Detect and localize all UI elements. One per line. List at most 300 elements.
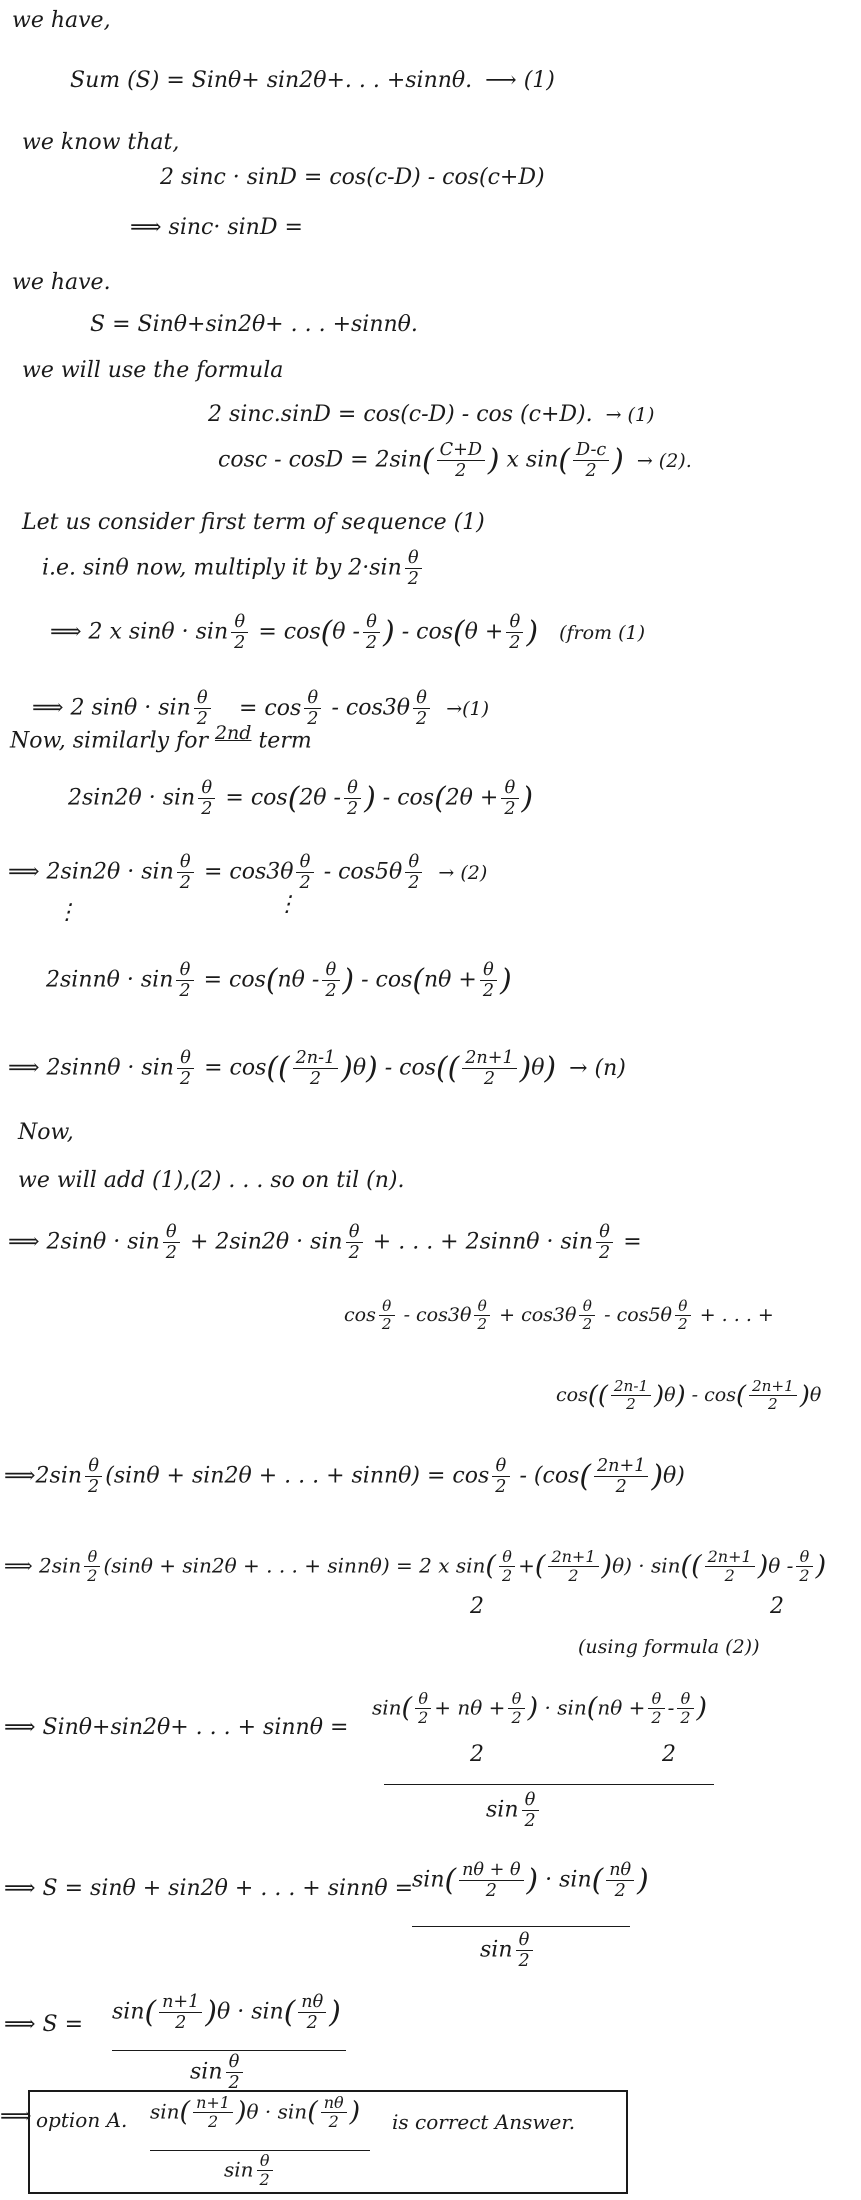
step-text: · sin bbox=[544, 1695, 587, 1720]
frac bbox=[231, 612, 248, 653]
step-text: cos bbox=[344, 1303, 376, 1326]
step-19-num bbox=[112, 1992, 341, 2033]
step-text: - cos bbox=[361, 967, 413, 993]
frac bbox=[459, 1860, 523, 1901]
identity-product: 2 sinc · sinD = cos(c-D) - cos(c+D) bbox=[160, 165, 545, 190]
paren: ( bbox=[434, 780, 446, 816]
paren: ( bbox=[680, 1550, 692, 1582]
frac-den: 2 bbox=[325, 981, 337, 1002]
answer-num bbox=[150, 2094, 360, 2132]
frac-num: 2n-1 bbox=[611, 1378, 651, 1396]
frac bbox=[492, 1456, 509, 1497]
frac-num: θ bbox=[405, 852, 422, 873]
identity-partial: ⟹ sinc· sinD = bbox=[130, 215, 303, 240]
frac-den: 2 bbox=[599, 1243, 611, 1264]
paren: ( bbox=[586, 1692, 598, 1724]
step-text: - cos3θ bbox=[403, 1303, 472, 1326]
step-text: (sinθ + sin2θ + . . . + sinnθ) = cos bbox=[105, 1463, 490, 1489]
frac-num: θ bbox=[198, 778, 215, 799]
step-text: - (cos bbox=[519, 1463, 580, 1489]
frac bbox=[321, 2094, 347, 2132]
step-18 bbox=[4, 1876, 413, 1902]
frac-den: 2 bbox=[524, 1811, 536, 1832]
step-text: + cos3θ bbox=[499, 1303, 577, 1326]
frac-den: 2 bbox=[724, 1566, 735, 1586]
step-text: θ bbox=[531, 1055, 545, 1081]
frac-den: 2 bbox=[799, 1566, 810, 1586]
vertical-dots-left: ⋮ bbox=[56, 900, 78, 925]
frac-num: θ bbox=[415, 1690, 431, 1709]
frac-den: 2 bbox=[651, 1708, 662, 1728]
frac-den: 2 bbox=[175, 2013, 187, 2034]
paren: ) bbox=[366, 1050, 378, 1086]
step-text: sin bbox=[112, 1999, 145, 2025]
step-11 bbox=[8, 1222, 642, 1263]
step-text: θ + bbox=[464, 619, 504, 645]
frac bbox=[675, 1298, 691, 1334]
frac-den: 2 bbox=[455, 461, 467, 482]
step-1 bbox=[50, 612, 645, 653]
answer-tail: is correct Answer. bbox=[392, 2110, 576, 2134]
step-text: ⟹ S = bbox=[4, 2012, 84, 2037]
frac bbox=[85, 1456, 102, 1497]
step-text: nθ + bbox=[597, 1695, 646, 1720]
line-consider: Let us consider first term of sequence (1) bbox=[22, 510, 485, 535]
paren: ) bbox=[527, 1692, 539, 1724]
paren: ( bbox=[412, 962, 425, 998]
superscript: 2nd bbox=[214, 722, 252, 744]
step-text: θ · sin bbox=[216, 1999, 284, 2025]
paren: ) bbox=[612, 442, 624, 478]
step-text: ⟹ 2 sinθ · sin bbox=[32, 695, 191, 721]
frac-theta-2 bbox=[405, 548, 422, 589]
frac-num: 2n+1 bbox=[462, 1048, 516, 1069]
step-text: 2sin2θ · sin bbox=[68, 785, 196, 811]
formula-1-expr: 2 sinc.sinD = cos(c-D) - cos (c+D). bbox=[208, 402, 593, 427]
step-text: θ) · sin bbox=[612, 1553, 681, 1578]
formula-2-label: → (2). bbox=[636, 449, 692, 472]
frac-den: 2 bbox=[680, 1708, 691, 1728]
paren: ) bbox=[521, 780, 534, 816]
step-text: sin bbox=[480, 1937, 513, 1963]
frac bbox=[516, 1930, 533, 1971]
frac-den: 2 bbox=[614, 1881, 626, 1902]
step-text: ⟹2sin bbox=[4, 1463, 83, 1489]
paren: ( bbox=[597, 1380, 608, 1411]
frac-den: 2 bbox=[477, 1315, 488, 1334]
sum-expression: Sum (S) = Sinθ+ sin2θ+. . . +sinnθ. bbox=[70, 68, 473, 93]
formula-2 bbox=[218, 440, 698, 481]
frac bbox=[501, 778, 518, 819]
paren: ( bbox=[144, 1994, 157, 2030]
step-text: θ bbox=[664, 1383, 676, 1406]
step-text: = cos bbox=[238, 695, 302, 721]
step-text: + . . . + 2sinnθ · sin bbox=[372, 1229, 593, 1255]
frac-dmc-2 bbox=[573, 440, 609, 481]
frac bbox=[177, 852, 194, 893]
frac bbox=[226, 2052, 243, 2093]
frac-den: 2 bbox=[501, 1566, 513, 1586]
step-text: nθ - bbox=[277, 967, 320, 993]
step-text: · sin bbox=[545, 1867, 592, 1893]
step-text: + 2sin2θ · sin bbox=[189, 1229, 343, 1255]
frac-num: θ bbox=[506, 612, 523, 633]
step-12 bbox=[344, 1298, 774, 1334]
paren: ( bbox=[591, 1862, 604, 1898]
frac-den: 2 bbox=[259, 2170, 270, 2190]
step-text: sin bbox=[150, 2099, 180, 2124]
frac-num: θ bbox=[492, 1456, 509, 1477]
frac-den: 2 bbox=[201, 799, 213, 820]
frac-den: 2 bbox=[518, 1951, 530, 1972]
frac bbox=[415, 1690, 431, 1728]
paren: ( bbox=[558, 442, 571, 478]
frac-den: 2 bbox=[207, 2112, 219, 2132]
paren: ) bbox=[500, 962, 512, 998]
frac-den: 2 bbox=[408, 873, 420, 894]
step-text: - cos5θ bbox=[604, 1303, 672, 1326]
frac bbox=[499, 1548, 515, 1586]
frac-den: 2 bbox=[511, 1708, 522, 1728]
frac-den: 2 bbox=[346, 799, 359, 820]
step-text: sin bbox=[412, 1867, 445, 1893]
frac-num: θ bbox=[84, 1548, 100, 1567]
frac-num: θ bbox=[346, 1222, 363, 1243]
step-text: θ - bbox=[768, 1553, 794, 1578]
step-text: sin bbox=[190, 2059, 223, 2085]
frac-num: D-c bbox=[573, 440, 609, 461]
frac-num: n+1 bbox=[193, 2094, 233, 2113]
step-17 bbox=[4, 1715, 348, 1741]
paren: ) bbox=[696, 1692, 708, 1724]
frac bbox=[548, 1548, 598, 1586]
sum-restated: S = Sinθ+sin2θ+ . . . +sinnθ. bbox=[90, 312, 418, 337]
frac-num: θ bbox=[474, 1298, 490, 1316]
frac bbox=[159, 1992, 202, 2033]
paren: ) bbox=[383, 614, 395, 650]
step-note: (from (1) bbox=[559, 621, 645, 644]
paren: ( bbox=[266, 1050, 279, 1086]
frac-den: 2 bbox=[585, 461, 597, 482]
fraction-bar bbox=[384, 1784, 714, 1785]
frac-den: 2 bbox=[482, 981, 495, 1002]
frac-num: nθ + θ bbox=[459, 1860, 523, 1881]
frac-den-2-b: 2 bbox=[662, 1742, 676, 1767]
frac-num: θ bbox=[226, 2052, 243, 2073]
frac-den-2-a: 2 bbox=[470, 1742, 484, 1767]
formula-2-mid: x sin bbox=[506, 447, 559, 473]
frac-den: 2 bbox=[626, 1395, 636, 1414]
frac-num: θ bbox=[163, 1222, 180, 1243]
step-16-note: (using formula (2)) bbox=[578, 1636, 760, 1658]
paren: ( bbox=[283, 1994, 296, 2030]
frac-den: 2 bbox=[179, 873, 191, 894]
step-19-den bbox=[190, 2052, 246, 2093]
frac-den: 2 bbox=[582, 1315, 593, 1334]
frac-den: 2 bbox=[381, 1315, 392, 1334]
paren: ) bbox=[519, 1050, 532, 1086]
step-17-den bbox=[486, 1790, 542, 1831]
frac-num: C+D bbox=[437, 440, 485, 461]
frac-num: 2n+1 bbox=[749, 1378, 797, 1396]
step-text: ⟹ 2 x sinθ · sin bbox=[50, 619, 229, 645]
line-we-have: we have, bbox=[12, 8, 111, 33]
paren: ) bbox=[601, 1550, 613, 1582]
frac-den: 2 bbox=[87, 1566, 98, 1586]
frac-num: θ bbox=[304, 688, 321, 709]
frac-den: 2 bbox=[348, 1243, 360, 1264]
frac bbox=[293, 1048, 339, 1089]
paren: ( bbox=[534, 1550, 546, 1582]
paren: ( bbox=[265, 962, 278, 998]
paren: ) bbox=[341, 1050, 353, 1086]
step-5 bbox=[8, 852, 493, 893]
frac-num: nθ bbox=[606, 1860, 634, 1881]
paren: ) bbox=[637, 1862, 649, 1898]
frac bbox=[413, 688, 430, 729]
frac-num: θ bbox=[501, 778, 518, 799]
frac-den: 2 bbox=[615, 1477, 627, 1498]
vertical-dots-right: ⋮ bbox=[276, 892, 298, 917]
step-18-den bbox=[480, 1930, 536, 1971]
formula-2-lead: cosc - cosD = 2sin bbox=[218, 447, 423, 473]
step-text: 2θ - bbox=[299, 785, 341, 811]
paren: ( bbox=[587, 1380, 598, 1411]
step-text: - cos bbox=[382, 785, 435, 811]
fraction-bar bbox=[412, 1926, 630, 1927]
frac bbox=[322, 960, 339, 1001]
paren: ) bbox=[675, 1380, 686, 1411]
step-text: θ - bbox=[332, 619, 360, 645]
multiply-text: i.e. sinθ now, multiply it by 2·sin bbox=[42, 555, 402, 581]
frac bbox=[346, 1222, 363, 1263]
step-text: ⟹ 2sinnθ · sin bbox=[8, 1055, 174, 1081]
formula-1-label: → (1) bbox=[605, 404, 655, 426]
step-now: Now, bbox=[18, 1120, 74, 1145]
frac-num: θ bbox=[296, 852, 313, 873]
frac bbox=[198, 778, 215, 819]
frac bbox=[480, 960, 497, 1001]
answer-label: option A. bbox=[36, 2108, 128, 2132]
frac-cpd-2 bbox=[437, 440, 485, 481]
paren: ( bbox=[422, 442, 434, 478]
frac-den: 2 bbox=[307, 709, 319, 730]
line-formula-intro: we will use the formula bbox=[22, 358, 284, 383]
line-multiply bbox=[42, 548, 425, 589]
answer-arrow: ⟹ bbox=[0, 2104, 32, 2129]
frac-num: θ bbox=[522, 1790, 539, 1811]
step-text: = cos bbox=[225, 785, 288, 811]
step-8 bbox=[8, 1048, 632, 1089]
frac-num: θ bbox=[648, 1690, 664, 1709]
eq-label: → (2) bbox=[438, 861, 488, 884]
paren: ) bbox=[526, 1862, 539, 1898]
frac-num: θ bbox=[363, 612, 380, 633]
paren: ( bbox=[691, 1550, 702, 1582]
step-text: sin bbox=[372, 1695, 402, 1720]
step-text: ⟹ 2sinθ · sin bbox=[8, 1229, 160, 1255]
step-text: cos bbox=[556, 1383, 588, 1406]
paren: ( bbox=[401, 1692, 413, 1724]
step-text: - bbox=[667, 1695, 675, 1720]
frac bbox=[257, 2152, 273, 2190]
frac bbox=[796, 1548, 812, 1586]
paren: ( bbox=[447, 1050, 460, 1086]
frac bbox=[594, 1456, 648, 1497]
step-text: nθ + bbox=[424, 967, 477, 993]
frac-den: 2 bbox=[196, 709, 208, 730]
paren: ( bbox=[278, 1050, 290, 1086]
frac-den: 2 bbox=[504, 799, 516, 820]
frac-den: 2 bbox=[365, 633, 378, 654]
frac-den: 2 bbox=[418, 1708, 429, 1728]
frac-den: 2 bbox=[495, 1477, 507, 1498]
frac-num: θ bbox=[596, 1222, 613, 1243]
step-text: - cos5θ bbox=[323, 859, 403, 885]
step-text: Now, similarly for bbox=[10, 728, 208, 754]
frac-num: θ bbox=[344, 778, 361, 799]
step-text: = cos bbox=[204, 1055, 267, 1081]
frac-num: θ bbox=[322, 960, 339, 981]
paren: ) bbox=[526, 614, 539, 650]
paren: ) bbox=[364, 780, 376, 816]
frac-den: 2 bbox=[179, 981, 191, 1002]
eq-label: →(1) bbox=[446, 697, 490, 720]
paren: ) bbox=[487, 442, 500, 478]
paren: ) bbox=[815, 1550, 827, 1582]
frac-num: θ bbox=[579, 1298, 595, 1316]
frac-den: 2 bbox=[485, 1881, 497, 1902]
paren: ( bbox=[320, 614, 333, 650]
frac-den: 2 bbox=[309, 1069, 322, 1090]
frac bbox=[648, 1690, 664, 1728]
frac-den: 2 bbox=[483, 1069, 496, 1090]
frac bbox=[677, 1690, 693, 1728]
step-text: - cos bbox=[691, 1383, 736, 1406]
frac bbox=[606, 1860, 634, 1901]
frac-den-2-right: 2 bbox=[770, 1594, 784, 1619]
step-15: ⟹ 2sin $\frac{\theta}{2}$ (sinθ + sin2θ + . . . + sinnθ) = 2 x sin( $\frac{\theta}{2}$ +( $\frac{2n+1}{2}$ )θ) · sin(( $\frac{2n+1}{2}$ )θ - $\frac{\theta}{2}$ ) bbox=[4, 1547, 827, 1586]
frac-num: θ bbox=[480, 960, 497, 981]
step-text: θ bbox=[352, 1055, 367, 1081]
step-text: sin bbox=[224, 2157, 254, 2182]
step-text: 2sinnθ · sin bbox=[46, 967, 174, 993]
step-19 bbox=[4, 2012, 83, 2038]
step-17-rhs bbox=[372, 1690, 707, 1728]
eq-label-1: ⟶ (1) bbox=[485, 68, 555, 93]
eq-label: → (n) bbox=[569, 1055, 626, 1081]
step-add: we will add (1),(2) . . . so on til (n). bbox=[18, 1168, 405, 1193]
paren: ) bbox=[205, 1994, 217, 2030]
frac-den: 2 bbox=[299, 873, 311, 894]
step-text: - cos bbox=[401, 619, 453, 645]
frac bbox=[405, 852, 422, 893]
frac-num: θ bbox=[177, 1048, 194, 1069]
paren: ( bbox=[485, 1550, 496, 1582]
step-text: - cos3θ bbox=[331, 695, 410, 721]
frac-den: 2 bbox=[228, 2073, 240, 2094]
frac bbox=[177, 1048, 194, 1089]
step-3 bbox=[10, 722, 312, 755]
frac bbox=[193, 2094, 233, 2132]
paren: ) bbox=[544, 1050, 557, 1086]
frac-den: 2 bbox=[328, 2112, 339, 2132]
frac-num: θ bbox=[508, 1690, 524, 1709]
frac-num: θ bbox=[85, 1456, 102, 1477]
paren: ( bbox=[453, 614, 465, 650]
frac-num: θ bbox=[231, 612, 248, 633]
paren: ( bbox=[444, 1862, 457, 1898]
frac bbox=[298, 1992, 326, 2033]
paren: ( bbox=[436, 1050, 448, 1086]
frac bbox=[579, 1298, 595, 1334]
frac-den: 2 bbox=[768, 1395, 778, 1414]
step-text: ⟹ 2sin2θ · sin bbox=[8, 859, 174, 885]
frac-num: θ bbox=[413, 688, 430, 709]
frac bbox=[508, 1690, 524, 1728]
paren: ) bbox=[235, 2096, 247, 2128]
paren: ) bbox=[349, 2096, 361, 2128]
paren: ) bbox=[651, 1458, 664, 1494]
step-text: = cos3θ bbox=[203, 859, 294, 885]
paren: ) bbox=[342, 962, 355, 998]
frac-num: θ bbox=[176, 960, 193, 981]
frac bbox=[344, 778, 361, 819]
step-text: θ) bbox=[663, 1463, 685, 1489]
step-text: - cos bbox=[384, 1055, 437, 1081]
step-text: ⟹ 2sin bbox=[4, 1553, 82, 1578]
step-13 bbox=[556, 1378, 821, 1414]
frac-num: nθ bbox=[321, 2094, 347, 2113]
step-text: ⟹ S = sinθ + sin2θ + . . . + sinnθ = bbox=[4, 1876, 414, 1901]
frac bbox=[611, 1378, 651, 1414]
paren: ( bbox=[179, 2096, 191, 2128]
frac-den: 2 bbox=[415, 709, 428, 730]
frac-num: nθ bbox=[298, 1992, 326, 2013]
paren: ( bbox=[735, 1380, 746, 1411]
frac-den: 2 bbox=[234, 633, 246, 654]
frac bbox=[84, 1548, 100, 1586]
paren: ( bbox=[307, 2096, 318, 2128]
step-4 bbox=[68, 778, 533, 819]
step-text: θ · sin bbox=[246, 2099, 308, 2124]
frac bbox=[379, 1298, 395, 1334]
frac-num: θ bbox=[796, 1548, 812, 1567]
frac-num: θ bbox=[516, 1930, 533, 1951]
frac bbox=[163, 1222, 180, 1263]
paren: ( bbox=[579, 1458, 591, 1494]
frac-num: θ bbox=[194, 688, 211, 709]
frac-num: 2n+1 bbox=[594, 1456, 648, 1477]
step-7 bbox=[46, 960, 512, 1001]
frac-den-2-left: 2 bbox=[470, 1594, 484, 1619]
frac-num: θ bbox=[379, 1298, 395, 1316]
paren: ) bbox=[757, 1550, 769, 1582]
frac-num: θ bbox=[177, 852, 194, 873]
step-text: = cos bbox=[258, 619, 321, 645]
frac bbox=[596, 1222, 613, 1263]
frac-num: 2n-1 bbox=[293, 1048, 339, 1069]
step-18-num bbox=[412, 1860, 649, 1901]
paren: ( bbox=[287, 780, 300, 816]
frac-num: θ bbox=[675, 1298, 691, 1316]
frac-num: θ bbox=[677, 1690, 693, 1709]
frac-num: θ bbox=[405, 548, 422, 569]
step-text: = cos bbox=[203, 967, 266, 993]
step-text: (sinθ + sin2θ + . . . + sinnθ) = 2 x sin bbox=[103, 1553, 486, 1578]
frac-num: 2n+1 bbox=[705, 1548, 755, 1567]
fraction-bar bbox=[112, 2050, 346, 2051]
